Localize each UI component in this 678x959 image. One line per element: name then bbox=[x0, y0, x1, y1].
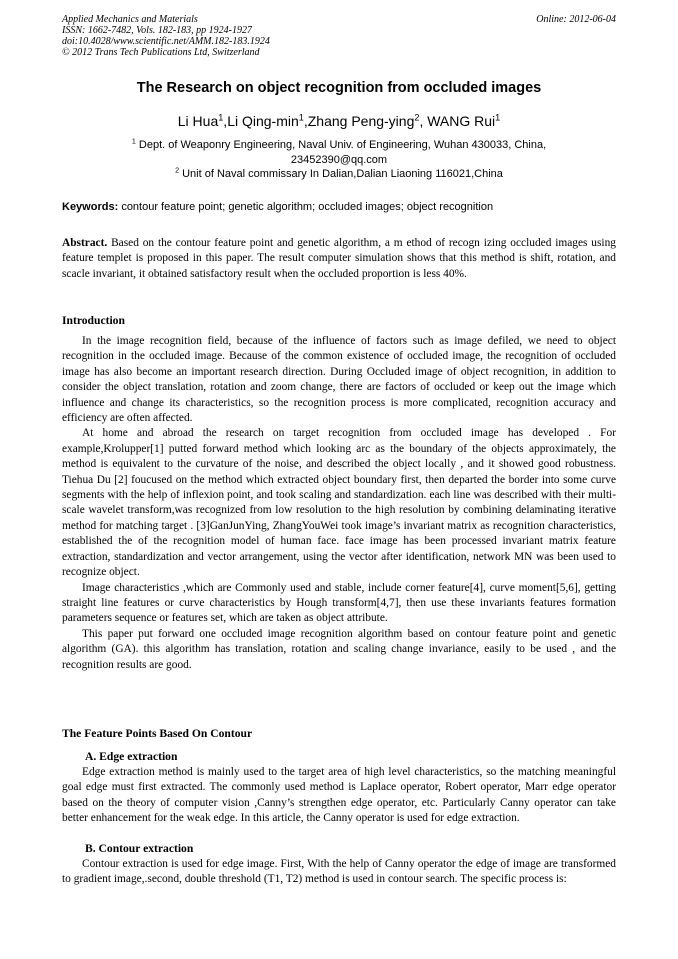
affiliation-2 bbox=[62, 167, 616, 181]
paragraph: Image characteristics ,which are Commonly used and stable, include corner feature[4], curve moment[5,6], getting straight line features or curve characteristics by Hough transform[4,7], then use these invariants features formation parameters sequence or features set, which are taken as object attribute. bbox=[62, 581, 616, 625]
edge-extraction-body bbox=[62, 765, 616, 827]
affiliation-text: Unit of Naval commissary In Dalian,Dalian Liaoning 116021,China bbox=[182, 168, 503, 180]
abstract-text: Based on the contour feature point and genetic algorithm, a m ethod of recogn izing occluded images using feature templet is proposed in this paper. The result computer simulation shows that this method is shift, rotation, and scacle invariant, it obtained satisfactory result when the occluded proportion is less 40%. bbox=[62, 237, 616, 280]
affiliation-text: Dept. of Weaponry Engineering, Naval Univ. of Engineering, Wuhan 430033, China, bbox=[138, 139, 547, 151]
author-name: WANG Rui bbox=[427, 113, 496, 129]
keywords bbox=[62, 201, 616, 213]
affiliation-mark: 1 bbox=[131, 137, 136, 146]
section-heading-introduction: Introduction bbox=[62, 314, 125, 327]
paragraph: This paper put forward one occluded image recognition algorithm based on contour feature point and genetic algorithm (GA). this algorithm has translation, rotation and scaling change invariance, easily to be used , and the recognition results are good. bbox=[62, 627, 616, 671]
abstract bbox=[62, 236, 616, 282]
affiliation-mark: 2 bbox=[175, 166, 180, 175]
journal-header bbox=[62, 14, 616, 58]
doi-line: doi:10.4028/www.scientific.net/AMM.182-183.1924 bbox=[62, 36, 270, 47]
paragraph: Contour extraction is used for edge image. First, With the help of Canny operator the edge of image are transformed to gradient image,.second, double threshold (T1, T2) method is used in contour search. The specific process is: bbox=[62, 858, 616, 886]
author-affiliation-mark: 2 bbox=[414, 112, 420, 123]
keywords-label: Keywords: bbox=[62, 201, 119, 213]
author-list: Li Hua$^1$,Li Qing-$\min^1,Zhang$ Peng-ying$^2$, WANG Rui$^1$ bbox=[177, 112, 501, 129]
keywords-text: contour feature point; genetic algorithm; occluded images; object recognition bbox=[121, 201, 494, 213]
author-email: 23452390@qq.com bbox=[290, 154, 388, 166]
issn-line: ISSN: 1662-7482, Vols. 182-183, pp 1924-1927 bbox=[62, 25, 252, 36]
subsection-heading-contour-extraction: B. Contour extraction bbox=[85, 842, 194, 855]
subsection-heading-edge-extraction: A. Edge extraction bbox=[85, 750, 178, 763]
author-name: Zhang Peng-ying bbox=[307, 113, 415, 129]
author-name: Li Hua bbox=[177, 113, 219, 129]
affiliation-1 bbox=[62, 138, 616, 152]
paragraph: Edge extraction method is mainly used to the target area of high level characteristics, so the matching meaningful goal edge must first extracted. The commonly used method is Laplace operator, Robert operator, Marr edge operator based on the theory of computer vision ,Canny’s strengthen edge operator, etc. Particularly Canny operator can take better enhancement for the weak edge. In this article, the Canny operator is used for edge extraction. bbox=[62, 766, 616, 825]
author-affiliation-mark: 1 bbox=[495, 112, 501, 123]
journal-name: Applied Mechanics and Materials bbox=[62, 14, 198, 25]
section-heading-feature-points: The Feature Points Based On Contour bbox=[62, 727, 253, 740]
introduction-body bbox=[62, 334, 616, 673]
author-affiliation-mark: 1 bbox=[218, 112, 224, 123]
author-affiliation-mark: 1 bbox=[298, 112, 304, 123]
paragraph: At home and abroad the research on target recognition from occluded image has developed . For example,Krolupper[1] putted forward method which looking arc as the boundary of the objects approximately, the method is equivalent to the curvature of the noise, and described the object locally , and it showed good robustness. Tiehua Du [2] foucused on the method which extracted object boundary first, then departed the border into some curve segments with the help of inflexion point, and took scaling and standardization. each line was described with their multi-scale wavelet transform,was recognized from low resolution to the high resolution by combining delaminating iterative method for matching target . [3]GanJunYing, ZhangYouWei took image’s invariant matrix as recognition characteristics, established the of the recognition model of human face. face image has been processed invariant matrix feature extraction, standardization and vector arrangement, using the vector after identification, network MN was been used to recognize object. bbox=[62, 427, 616, 579]
author-name: Li Qing-min bbox=[227, 113, 299, 129]
copyright-line: © 2012 Trans Tech Publications Ltd, Switzerland bbox=[62, 47, 260, 58]
online-date: Online: 2012-06-04 bbox=[536, 14, 616, 25]
abstract-label: Abstract. bbox=[62, 237, 108, 249]
paper-title: The Research on object recognition from occluded images bbox=[136, 80, 542, 96]
contour-extraction-body bbox=[62, 857, 616, 888]
paragraph: In the image recognition field, because of the influence of factors such as image defiled, we need to object recognition in the occluded image. Because of the common existence of occluded image, the recognition of occluded image has also become an important research direction. During Occluded image of object recognition, in addition to consider the object translation, rotation and zoom change, there are factors of occluded or keep out the image which influence and change its characteristics, so the recognition process is more complicated, recognition accuracy and efficiency are often affected. bbox=[62, 335, 616, 425]
